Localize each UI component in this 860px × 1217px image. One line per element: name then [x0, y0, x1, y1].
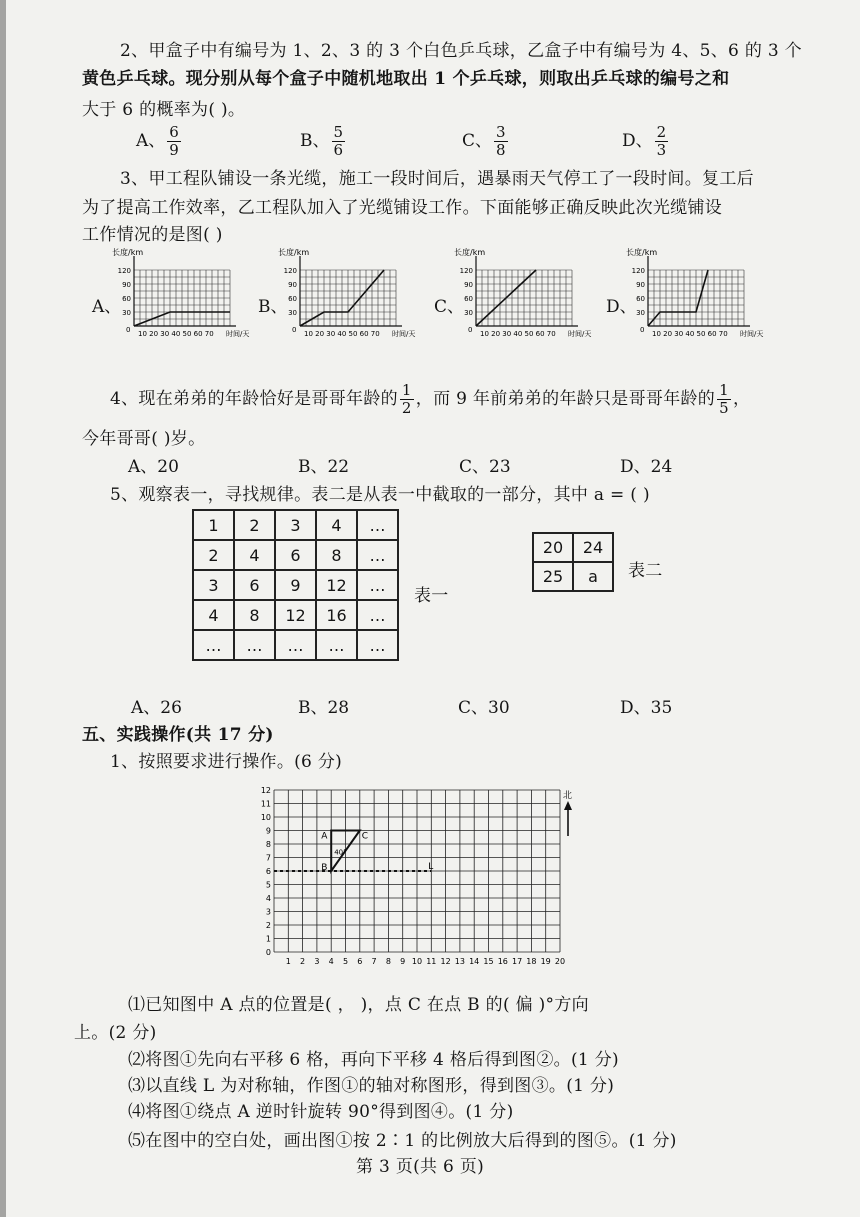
table-one-cell: …	[357, 540, 398, 570]
grid-xtick: 20	[554, 957, 566, 966]
table-one-cell: …	[316, 630, 357, 660]
table-one	[192, 509, 399, 661]
north-label: 北	[563, 791, 573, 801]
chart-ytick: 30	[288, 309, 297, 317]
grid-ytick: 4	[265, 894, 271, 903]
grid-ytick: 8	[265, 840, 271, 849]
q2-option-fraction: $\frac{6}{9}$	[169, 123, 179, 159]
grid-ytick: 11	[260, 799, 271, 809]
item-5: ⑸在图中的空白处，画出图①按 2∶1 的比例放大后得到的图⑤。(1 分)	[128, 1131, 677, 1151]
grid-ytick: 10	[260, 813, 271, 822]
chart-ytick: 90	[464, 281, 473, 289]
q2-option-d	[622, 124, 670, 159]
grid-xtick: 4	[328, 957, 334, 966]
table-two-cell: a	[573, 562, 613, 591]
table-two-label: 表二	[628, 561, 663, 581]
q5-option-d: D、35	[620, 698, 673, 718]
chart-ytick: 120	[117, 267, 131, 275]
q4-option-d: D、24	[620, 457, 673, 477]
table-one-cell: 4	[234, 540, 275, 570]
grid-xtick: 18	[526, 957, 537, 966]
chart-ytick: 30	[636, 309, 645, 317]
q3-line1: 3、甲工程队铺设一条光缆，施工一段时间后，遇暴雨天气停工了一段时间。复工后	[120, 169, 754, 189]
grid-ytick: 7	[265, 853, 271, 863]
grid-ytick: 12	[260, 786, 271, 795]
q4-option-b: B、22	[298, 457, 350, 477]
chart-ytick: 60	[636, 295, 645, 303]
point-B-label: B	[321, 863, 328, 873]
svg-text:0: 0	[640, 326, 645, 334]
chart-xticks: 10 20 30 40 50 60 70	[480, 330, 556, 338]
grid-xtick: 13	[454, 957, 465, 966]
chart-xticks: 10 20 30 40 50 60 70	[304, 330, 380, 338]
svg-text:0: 0	[126, 326, 131, 334]
table-one-cell: …	[357, 510, 398, 540]
chart-xlabel: 时间/天	[568, 330, 592, 338]
chart-xticks: 10 20 30 40 50 60 70	[138, 330, 214, 338]
table-one-cell: 4	[316, 510, 357, 540]
grid-xtick: 8	[385, 957, 391, 966]
grid-xtick: 12	[440, 957, 451, 966]
chart-ylabel: 长度/km	[112, 248, 144, 257]
grid-xtick: 10	[411, 957, 423, 966]
q5-option-a: A、26	[131, 698, 182, 718]
q2-option-fraction: $\frac{2}{3}$	[656, 123, 667, 159]
q3-chart-label-a: A、	[92, 297, 122, 317]
chart-ytick: 30	[464, 309, 473, 317]
grid-xtick: 16	[497, 957, 508, 966]
grid-ytick: 2	[265, 921, 271, 930]
table-two-cell: 25	[533, 562, 573, 591]
table-one-label: 表一	[414, 586, 449, 606]
chart-ytick: 90	[122, 281, 131, 289]
chart-ytick: 120	[459, 267, 473, 275]
coordinate-grid	[258, 784, 588, 974]
grid-ytick: 6	[265, 867, 271, 876]
chart-ytick: 30	[122, 309, 131, 317]
table-one-cell: 16	[316, 600, 357, 630]
grid-xtick: 15	[483, 957, 494, 966]
grid-xtick: 19	[540, 957, 551, 966]
table-one-cell: …	[193, 630, 234, 660]
chart-ytick: 120	[283, 267, 297, 275]
q3-chart-a	[112, 246, 262, 346]
grid-xtick: 9	[400, 957, 406, 966]
chart-xlabel: 时间/天	[740, 330, 764, 338]
page-left-edge-shadow	[0, 0, 6, 1217]
table-one-cell: 3	[193, 570, 234, 600]
table-one-cell: 6	[234, 570, 275, 600]
grid-ytick: 0	[265, 948, 271, 957]
grid-xtick: 11	[426, 957, 437, 966]
table-one-cell: 4	[193, 600, 234, 630]
table-two-cell: 24	[573, 533, 613, 562]
q2-option-a	[136, 124, 183, 159]
q4-option-c: C、23	[459, 457, 511, 477]
q3-chart-d	[626, 246, 776, 346]
chart-ylabel: 长度/km	[626, 248, 658, 257]
chart-ytick: 60	[122, 295, 131, 303]
grid-ytick: 5	[265, 880, 271, 890]
q2-line3: 大于 6 的概率为( )。	[82, 100, 246, 120]
q5-line1: 5、观察表一，寻找规律。表二是从表一中截取的一部分，其中 a = ( )	[110, 485, 650, 505]
chart-ytick: 90	[288, 281, 297, 289]
svg-text:0: 0	[468, 326, 473, 334]
table-one-cell: 6	[275, 540, 316, 570]
item-4: ⑷将图①绕点 A 逆时针旋转 90°得到图④。(1 分)	[128, 1102, 514, 1122]
section-title: 五、实践操作(共 17 分)	[82, 725, 274, 745]
grid-xtick: 1	[285, 957, 291, 966]
q2-option-c	[462, 124, 510, 159]
chart-ytick: 60	[288, 295, 297, 303]
q3-chart-label-c: C、	[434, 297, 465, 317]
grid-xtick: 6	[357, 957, 363, 966]
chart-xlabel: 时间/天	[226, 330, 250, 338]
q3-chart-b	[278, 246, 428, 346]
table-one-cell: …	[275, 630, 316, 660]
table-two-cell: 20	[533, 533, 573, 562]
q4-line2: 今年哥哥( )岁。	[82, 429, 206, 449]
q2-option-fraction: $\frac{3}{8}$	[496, 123, 506, 159]
table-one-cell: …	[357, 630, 398, 660]
q2-line1: 2、甲盒子中有编号为 1、2、3 的 3 个白色乒乓球，乙盒子中有编号为 4、5、6 的 3 个	[120, 41, 802, 61]
chart-ylabel: 长度/km	[454, 248, 486, 257]
grid-xtick: 5	[342, 957, 349, 966]
table-one-cell: 12	[316, 570, 357, 600]
table-one-cell: 2	[234, 510, 275, 540]
table-one-cell: 8	[234, 600, 275, 630]
chart-ylabel: 长度/km	[278, 248, 310, 257]
item-1: ⑴已知图中 A 点的位置是( ， )，点 C 在点 B 的( 偏 )°方向	[128, 995, 589, 1015]
grid-xtick: 17	[512, 957, 523, 966]
chart-xlabel: 时间/天	[392, 330, 416, 338]
item-3: ⑶以直线 L 为对称轴，作图①的轴对称图形，得到图③。(1 分)	[128, 1076, 615, 1096]
q4-line1: 4、现在弟弟的年龄恰好是哥哥年龄的 $\frac{1}{2}$ ，而 9 年前弟弟的年龄只是哥哥年龄的 $\frac{1}{5}$ ，	[110, 381, 751, 417]
q2-option-label: C、	[462, 131, 493, 151]
q2-option-label: B、	[300, 131, 330, 151]
q3-chart-c	[454, 246, 604, 346]
q3-chart-label-b: B、	[258, 297, 288, 317]
table-one-cell: 3	[275, 510, 316, 540]
q2-option-label: A、	[136, 131, 166, 151]
line-L-label: L	[428, 862, 434, 872]
table-two	[532, 532, 614, 592]
section-q1-title: 1、按照要求进行操作。(6 分)	[110, 752, 343, 772]
svg-text:0: 0	[292, 326, 297, 334]
table-one-cell: 1	[193, 510, 234, 540]
q4-option-a: A、20	[128, 457, 179, 477]
table-one-cell: …	[357, 600, 398, 630]
chart-ytick: 120	[631, 267, 645, 275]
grid-xtick: 3	[314, 957, 320, 966]
table-one-cell: …	[234, 630, 275, 660]
item-1-cont: 上。(2 分)	[74, 1023, 157, 1043]
q2-option-b	[300, 124, 347, 159]
table-one-cell: 8	[316, 540, 357, 570]
grid-xtick: 2	[300, 957, 306, 966]
grid-xtick: 14	[469, 957, 480, 966]
item-2: ⑵将图①先向右平移 6 格，再向下平移 4 格后得到图②。(1 分)	[128, 1050, 619, 1070]
q5-option-b: B、28	[298, 698, 350, 718]
table-one-cell: …	[357, 570, 398, 600]
grid-ytick: 1	[265, 934, 271, 944]
grid-ytick: 9	[265, 826, 271, 836]
q5-option-c: C、30	[458, 698, 510, 718]
q4-text-a: 4、现在弟弟的年龄恰好是哥哥年龄的	[110, 389, 398, 409]
q3-line2: 为了提高工作效率，乙工程队加入了光缆铺设工作。下面能够正确反映此次光缆铺设	[82, 198, 723, 218]
page-footer: 第 3 页(共 6 页)	[356, 1157, 485, 1177]
table-one-cell: 2	[193, 540, 234, 570]
q4-frac1: $\frac{1}{2}$	[401, 381, 412, 417]
angle-label: 40°	[334, 848, 347, 857]
table-one-cell: 9	[275, 570, 316, 600]
table-one-cell: 12	[275, 600, 316, 630]
chart-xticks: 10 20 30 40 50 60 70	[652, 330, 728, 338]
q2-option-label: D、	[622, 131, 653, 151]
chart-ytick: 60	[464, 295, 473, 303]
q4-text-b: ，而 9 年前弟弟的年龄只是哥哥年龄的	[415, 389, 716, 409]
q2-line2: 黄色乒乓球。现分别从每个盒子中随机地取出 1 个乒乓球，则取出乒乓球的编号之和	[82, 69, 730, 89]
q3-line3: 工作情况的是图( )	[82, 225, 223, 245]
q4-frac2: $\frac{1}{5}$	[719, 381, 729, 417]
chart-ytick: 90	[636, 281, 645, 289]
point-A-label: A	[321, 831, 328, 842]
q2-option-fraction: $\frac{5}{6}$	[333, 123, 344, 159]
q3-chart-label-d: D、	[606, 297, 637, 317]
grid-ytick: 3	[265, 907, 271, 917]
grid-xtick: 7	[371, 957, 377, 966]
point-C-label: C	[361, 831, 369, 842]
